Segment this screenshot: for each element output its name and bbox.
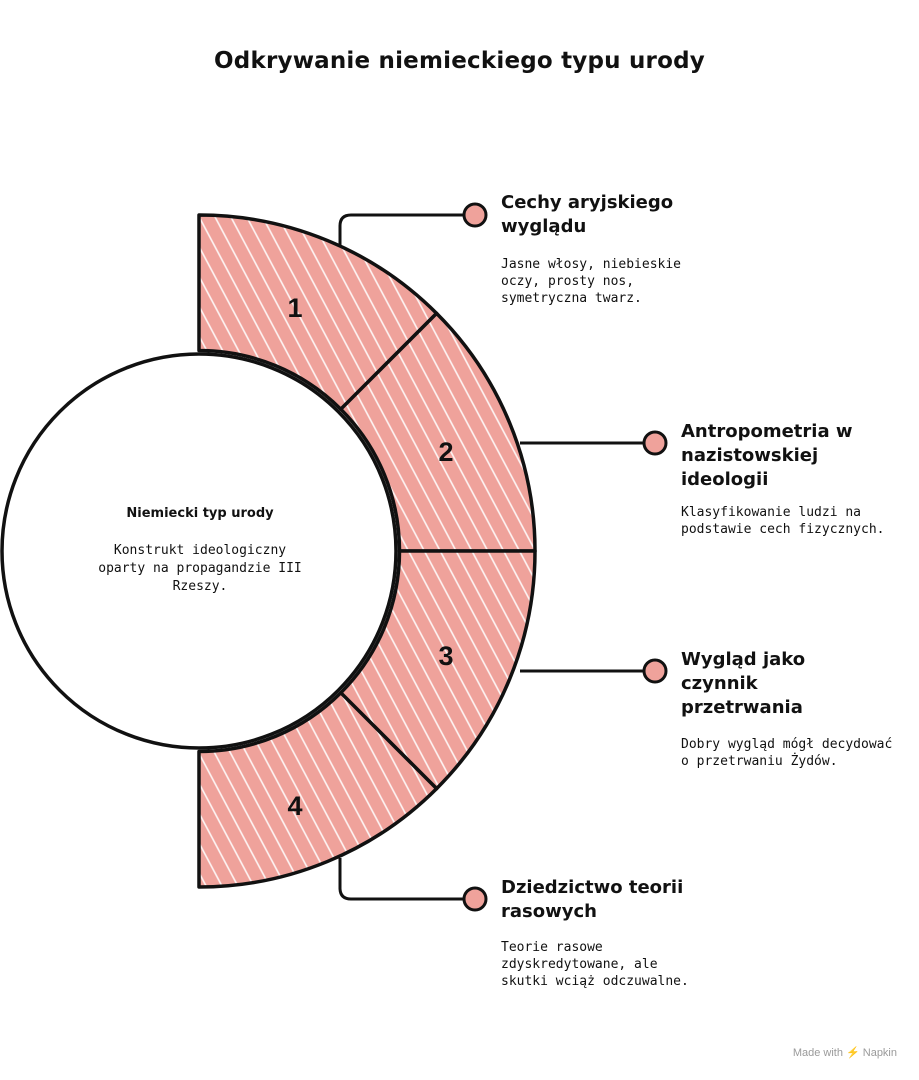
connector-1	[340, 215, 464, 245]
item-2-title: Antropometria w nazistowskiej ideologii	[681, 421, 853, 490]
segment-1-number: 1	[287, 293, 303, 323]
center-title: Niemiecki typ urody	[126, 506, 274, 521]
item-1-description: Jasne włosy, niebieskie oczy, prosty nos, symetryczna twarz.	[501, 257, 682, 306]
item-3-title: Wygląd jako czynnik przetrwania	[681, 649, 806, 718]
page-title: Odkrywanie niemieckiego typu urody	[214, 48, 705, 74]
center-description: Konstrukt ideologiczny oparty na propagandzie III Rzeszy.	[98, 543, 302, 594]
item-4-description: Teorie rasowe zdyskredytowane, ale skutki wciąż odczuwalne.	[501, 940, 689, 989]
segment-3-number: 3	[438, 641, 454, 671]
segment-2-number: 2	[438, 437, 454, 467]
connector-dot-3	[644, 660, 666, 682]
connector-dot-1	[464, 204, 486, 226]
connector-4	[340, 858, 464, 899]
item-4-title: Dziedzictwo teorii rasowych	[501, 877, 684, 922]
napkin-credit: Made with ⚡ Napkin	[792, 1047, 897, 1059]
item-3-description: Dobry wygląd mógł decydować o przetrwaniu Żydów.	[681, 737, 893, 769]
item-2-description: Klasyfikowanie ludzi na podstawie cech fizycznych.	[681, 505, 885, 537]
connector-dot-4	[464, 888, 486, 910]
item-1-title: Cechy aryjskiego wyglądu	[501, 192, 674, 237]
connector-dot-2	[644, 432, 666, 454]
segment-4-number: 4	[287, 791, 303, 821]
